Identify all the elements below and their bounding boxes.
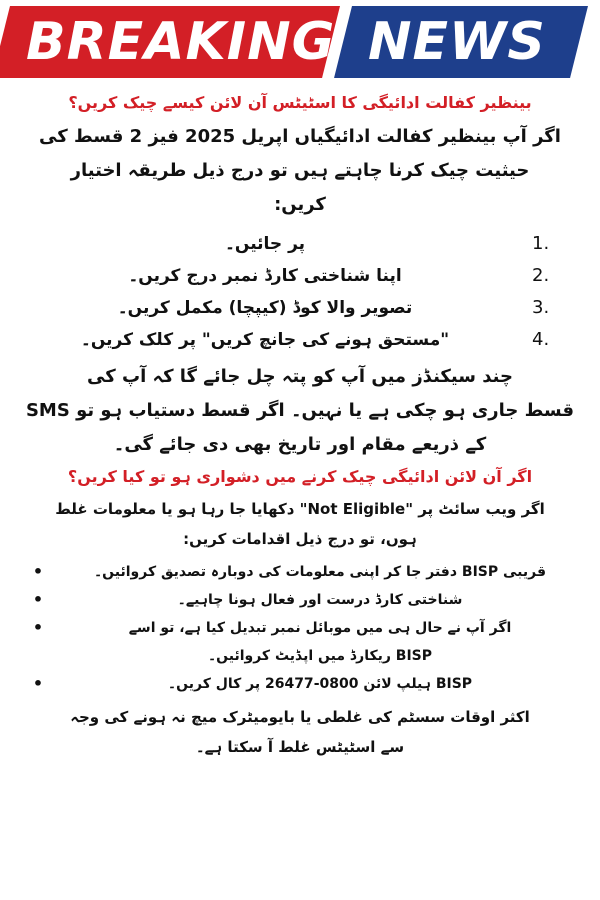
step-number: 2.	[532, 265, 550, 286]
step-item	[18, 260, 582, 292]
bullet-dot-icon: •	[32, 618, 44, 637]
closing-paragraph	[18, 702, 582, 762]
bullet-item	[18, 586, 582, 614]
step-item	[18, 228, 582, 260]
article-body	[18, 88, 582, 762]
trouble-line: اگر ویب سائٹ پر "Not Eligible" دکھایا جا رہا ہو یا معلومات غلط	[55, 500, 545, 518]
closing-line: اکثر اوقات سسٹم کی غلطی یا بایومیٹرک میچ نہ ہونے کی وجہ	[70, 708, 530, 726]
step-text: تصویر والا کوڈ (کیپچا) مکمل کریں۔	[117, 298, 413, 318]
step-number: 3.	[532, 297, 550, 318]
step-number: 4.	[532, 329, 550, 350]
bullet-dot-icon: •	[32, 674, 44, 693]
banner-word-news: NEWS	[368, 12, 546, 72]
bullet-list	[18, 558, 582, 698]
intro-line: کریں:	[274, 194, 326, 215]
bullet-line: اگر آپ نے حال ہی میں موبائل نمبر تبدیل کیا ہے، تو اسے	[128, 620, 512, 636]
intro-line: اگر آپ بینظیر کفالت ادائیگیاں اپریل 2025 فیز 2 قسط کی	[39, 126, 561, 147]
bullet-text: BISP ہیلپ لائن 0800-26477 پر کال کریں۔	[167, 676, 473, 692]
breaking-news-banner	[0, 0, 600, 82]
step-text: "مستحق ہونے کی جانچ کریں" پر کلک کریں۔	[80, 330, 450, 350]
bullet-text: شناختی کارڈ درست اور فعال ہونا چاہیے۔	[177, 592, 463, 608]
result-paragraph	[18, 360, 582, 462]
bullet-dot-icon: •	[32, 562, 44, 581]
trouble-line: ہوں، تو درج ذیل اقدامات کریں:	[183, 530, 417, 548]
step-text: پر جائیں۔	[224, 234, 306, 254]
bullet-item	[18, 614, 582, 670]
bullet-item	[18, 558, 582, 586]
step-number: 1.	[532, 233, 550, 254]
steps-list	[18, 228, 582, 356]
intro-line: حیثیت چیک کرنا چاہتے ہیں تو درج ذیل طریقہ اختیار	[70, 160, 530, 181]
step-item	[18, 292, 582, 324]
bullet-text: قریبی BISP دفتر جا کر اپنی معلومات کی دوبارہ تصدیق کروائیں۔	[93, 564, 547, 580]
result-line: چند سیکنڈز میں آپ کو پتہ چل جائے گا کہ آپ کی	[87, 366, 513, 387]
step-text: اپنا شناختی کارڈ نمبر درج کریں۔	[128, 266, 402, 286]
bullet-text	[58, 614, 582, 670]
bullet-dot-icon: •	[32, 590, 44, 609]
step-item	[18, 324, 582, 356]
result-line: کے ذریعے مقام اور تاریخ بھی دی جائے گی۔	[113, 434, 487, 455]
result-line: قسط جاری ہو چکی ہے یا نہیں۔ اگر قسط دستیاب ہو تو SMS	[25, 400, 575, 421]
intro-paragraph	[18, 120, 582, 222]
bullet-line: BISP ریکارڈ میں اپڈیٹ کروائیں۔	[207, 648, 433, 664]
trouble-paragraph	[18, 494, 582, 554]
banner-word-breaking: BREAKING	[26, 12, 336, 72]
heading-check-status: بینظیر کفالت ادائیگی کا اسٹیٹس آن لائن کیسے چیک کریں؟	[68, 93, 532, 112]
closing-line: سے اسٹیٹس غلط آ سکتا ہے۔	[195, 738, 405, 756]
heading-troubleshoot: اگر آن لائن ادائیگی چیک کرنے میں دشواری ہو تو کیا کریں؟	[67, 467, 533, 486]
bullet-item	[18, 670, 582, 698]
